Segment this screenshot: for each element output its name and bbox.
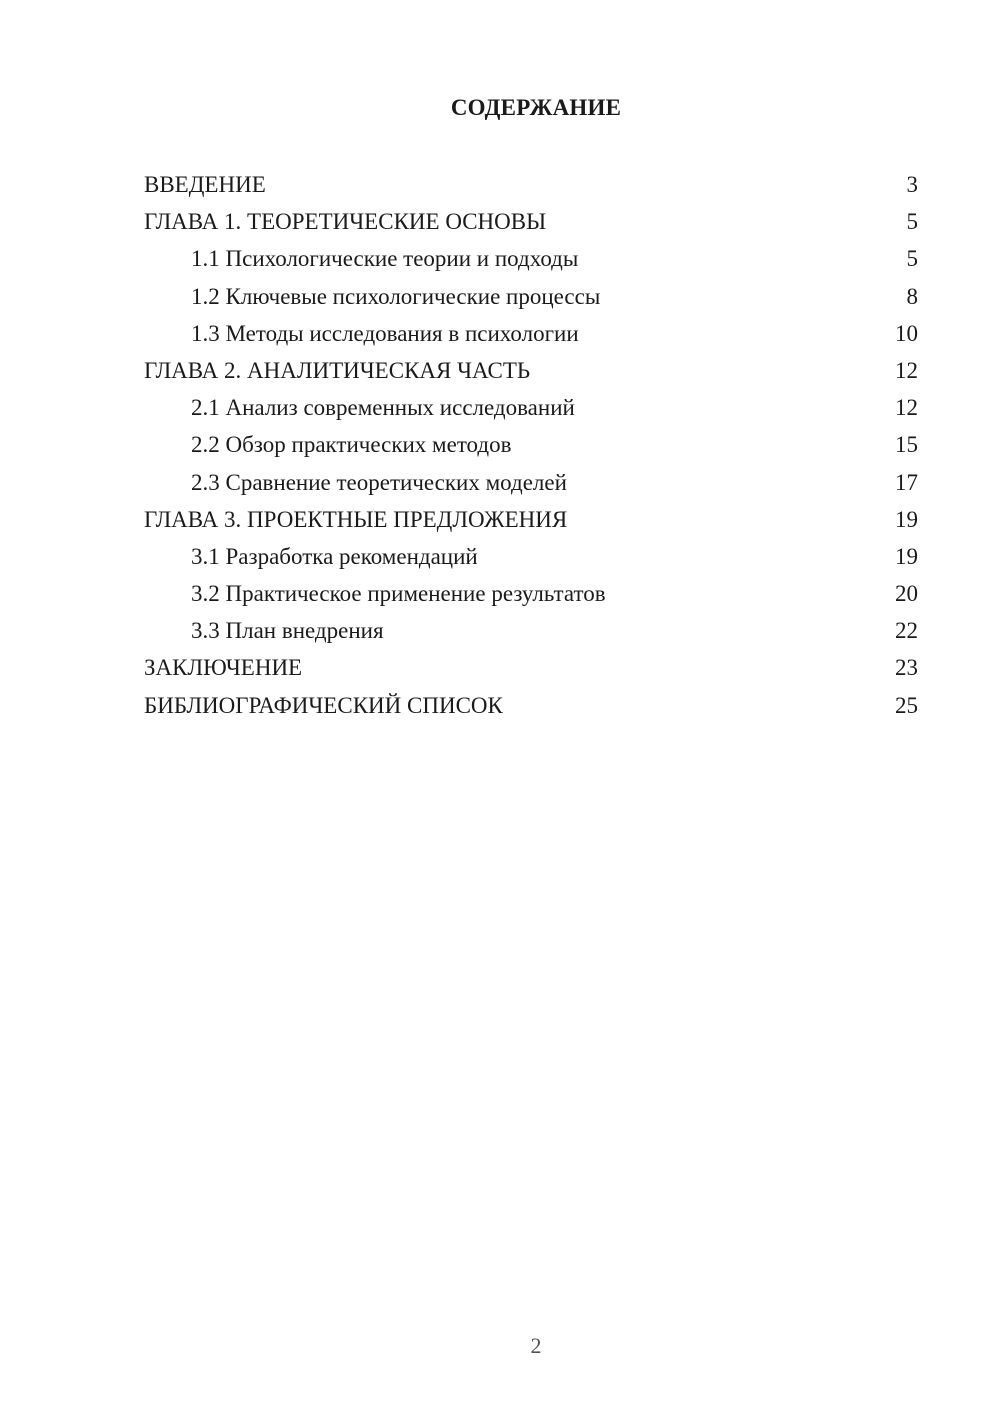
table-of-contents xyxy=(144,166,918,724)
toc-entry-label: 3.2 Практическое применение результатов xyxy=(191,581,606,607)
toc-entry-page: 19 xyxy=(895,506,918,532)
toc-entry-label: 2.3 Сравнение теоретических моделей xyxy=(191,469,567,495)
toc-entry-page: 22 xyxy=(895,618,918,644)
toc-entry-page: 8 xyxy=(906,283,918,309)
toc-entry-section-2-1[interactable] xyxy=(144,389,918,426)
toc-entry-label: 3.3 План внедрения xyxy=(191,618,384,644)
toc-entry-bibliography[interactable] xyxy=(144,687,918,724)
toc-entry-label: 1.1 Психологические теории и подходы xyxy=(191,246,579,272)
toc-entry-label: ГЛАВА 3. ПРОЕКТНЫЕ ПРЕДЛОЖЕНИЯ xyxy=(144,506,568,532)
toc-entry-page: 12 xyxy=(895,357,918,383)
toc-entry-section-2-3[interactable] xyxy=(144,464,918,501)
page-number: 2 xyxy=(530,1333,542,1358)
toc-entry-section-3-2[interactable] xyxy=(144,575,918,612)
toc-entry-label: ЗАКЛЮЧЕНИЕ xyxy=(144,655,303,681)
toc-entry-page: 23 xyxy=(895,655,918,681)
toc-entry-chapter-2[interactable] xyxy=(144,352,918,389)
toc-entry-page: 20 xyxy=(895,581,918,607)
toc-entry-section-1-1[interactable] xyxy=(144,240,918,277)
toc-entry-chapter-3[interactable] xyxy=(144,501,918,538)
toc-entry-section-1-3[interactable] xyxy=(144,315,918,352)
toc-entry-page: 17 xyxy=(895,469,918,495)
toc-entry-label: ГЛАВА 1. ТЕОРЕТИЧЕСКИЕ ОСНОВЫ xyxy=(144,209,547,235)
toc-entry-page: 19 xyxy=(895,543,918,569)
toc-entry-label: БИБЛИОГРАФИЧЕСКИЙ СПИСОК xyxy=(144,692,503,718)
toc-entry-label: ВВЕДЕНИЕ xyxy=(144,172,266,197)
toc-entry-section-3-1[interactable] xyxy=(144,538,918,575)
toc-entry-page: 15 xyxy=(895,432,918,458)
toc-entry-label: 2.1 Анализ современных исследований xyxy=(191,395,575,421)
toc-entry-page: 5 xyxy=(906,209,918,235)
toc-entry-page: 12 xyxy=(895,395,918,421)
toc-entry-section-3-3[interactable] xyxy=(144,612,918,649)
toc-entry-page: 3 xyxy=(906,172,918,197)
toc-entry-page: 25 xyxy=(895,692,918,718)
toc-entry-label: 1.2 Ключевые психологические процессы xyxy=(191,283,601,309)
toc-entry-label: 2.2 Обзор практических методов xyxy=(191,432,512,458)
toc-entry-conclusion[interactable] xyxy=(144,649,918,686)
toc-entry-label: 3.1 Разработка рекомендаций xyxy=(191,543,478,569)
toc-entry-chapter-1[interactable] xyxy=(144,203,918,240)
toc-entry-section-2-2[interactable] xyxy=(144,426,918,463)
toc-entry-section-1-2[interactable] xyxy=(144,278,918,315)
toc-entry-page: 5 xyxy=(906,246,918,272)
toc-entry-label: 1.3 Методы исследования в психологии xyxy=(191,320,579,346)
toc-entry-page: 10 xyxy=(895,320,918,346)
page-title: СОДЕРЖАНИЕ xyxy=(450,95,622,120)
toc-entry-label: ГЛАВА 2. АНАЛИТИЧЕСКАЯ ЧАСТЬ xyxy=(144,357,531,383)
toc-entry-introduction[interactable] xyxy=(144,166,918,203)
